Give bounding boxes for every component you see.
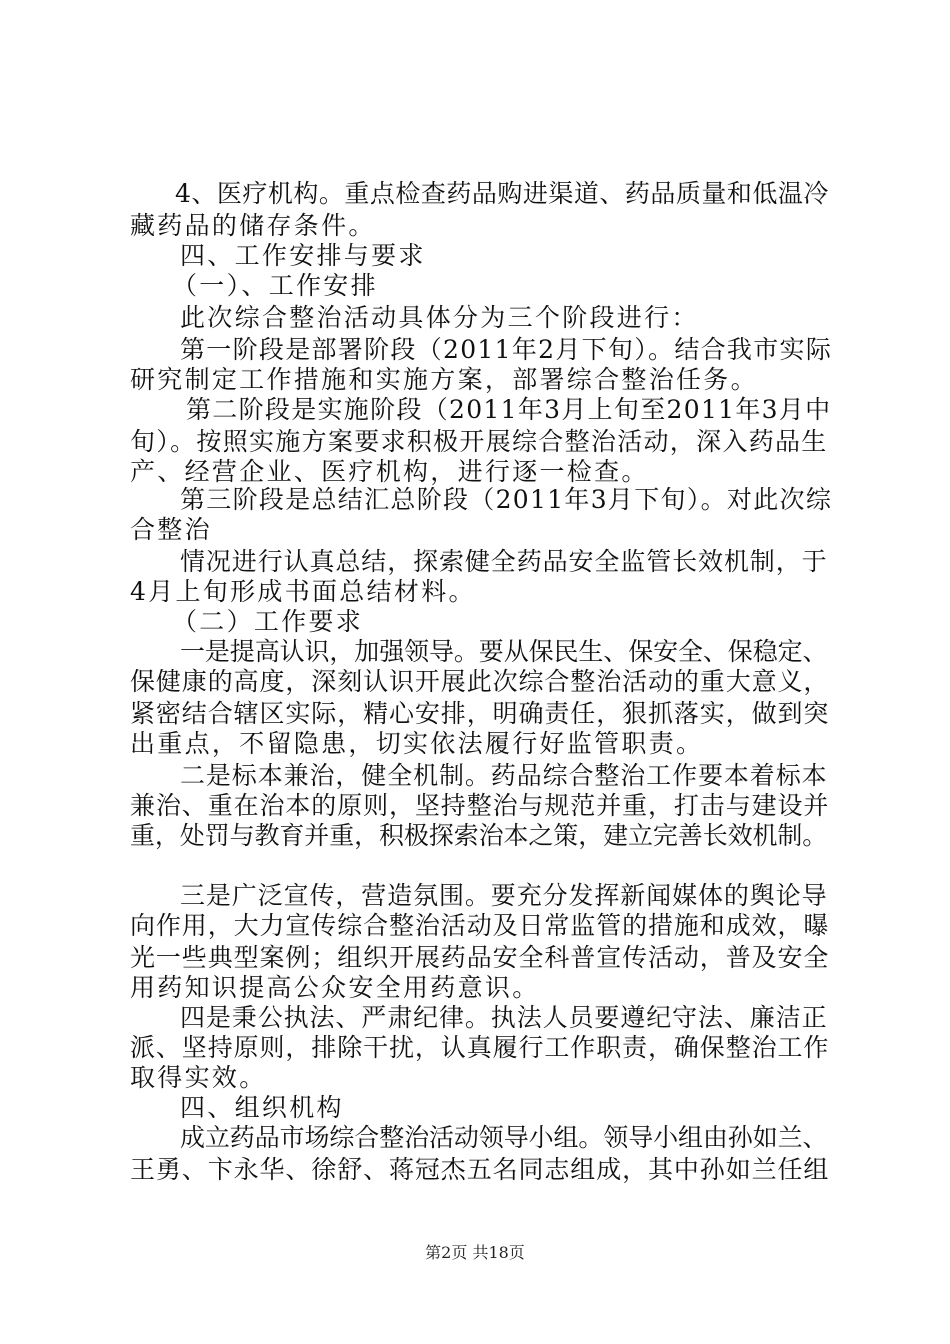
- section-heading: 四、组织机构: [180, 1093, 344, 1122]
- text-line: 研究制定工作措施和实施方案，部署综合整治任务。: [130, 365, 758, 394]
- text-line: 合整治: [130, 515, 212, 544]
- page-footer: 第2页 共18页: [425, 1243, 525, 1262]
- section-heading: 四、工作安排与要求: [180, 241, 426, 270]
- subsection-heading: （二）工作要求: [172, 607, 364, 636]
- text-line: 取得实效。: [130, 1063, 267, 1092]
- text-line: 四是秉公执法、严肃纪律。执法人员要遵纪守法、廉洁正: [180, 1003, 828, 1032]
- text-line: 第二阶段是实施阶段（2011年3月上旬至2011年3月中: [186, 395, 832, 424]
- text-line: 4、医疗机构。重点检查药品购进渠道、药品质量和低温冷: [175, 179, 829, 208]
- text-line: 此次综合整治活动具体分为三个阶段进行：: [180, 303, 699, 332]
- text-line: 第三阶段是总结汇总阶段（2011年3月下旬）。对此次综: [180, 485, 833, 514]
- text-line: 重，处罚与教育并重，积极探索治本之策，建立完善长效机制。: [130, 821, 828, 850]
- text-line: 产、经营企业、医疗机构，进行逐一检查。: [130, 457, 649, 486]
- text-line: 成立药品市场综合整治活动领导小组。领导小组由孙如兰、: [180, 1123, 828, 1152]
- text-line: 旬）。按照实施方案要求积极开展综合整治活动，深入药品生: [130, 427, 828, 456]
- subsection-heading: （一）、工作安排: [172, 271, 378, 300]
- text-line: 三是广泛宣传，营造氛围。要充分发挥新闻媒体的舆论导: [180, 881, 828, 910]
- text-line: 派、坚持原则，排除干扰，认真履行工作职责，确保整治工作: [130, 1033, 830, 1062]
- text-line: 光一些典型案例；组织开展药品安全科普宣传活动，普及安全: [130, 943, 830, 972]
- text-line: 4月上旬形成书面总结材料。: [130, 577, 476, 606]
- text-line: 藏药品的储存条件。: [130, 211, 376, 240]
- text-line: 兼治、重在治本的原则，坚持整治与规范并重，打击与建设并: [130, 791, 830, 820]
- text-line: 第一阶段是部署阶段（2011年2月下旬）。结合我市实际: [180, 335, 833, 364]
- text-line: 紧密结合辖区实际，精心安排，明确责任，狠抓落实，做到突: [130, 699, 830, 728]
- text-line: 王勇、卞永华、徐舒、蒋冠杰五名同志组成，其中孙如兰任组: [130, 1155, 830, 1184]
- text-line: 情况进行认真总结，探索健全药品安全监管长效机制，于: [180, 547, 828, 576]
- text-line: 保健康的高度，深刻认识开展此次综合整治活动的重大意义，: [130, 667, 830, 696]
- text-line: 一是提高认识，加强领导。要从保民生、保安全、保稳定、: [180, 637, 828, 666]
- text-line: 用药知识提高公众安全用药意识。: [130, 973, 540, 1002]
- text-line: 出重点，不留隐患，切实依法履行好监管职责。: [130, 729, 704, 758]
- text-line: 向作用，大力宣传综合整治活动及日常监管的措施和成效，曝: [130, 911, 830, 940]
- text-line: 二是标本兼治，健全机制。药品综合整治工作要本着标本: [180, 761, 828, 790]
